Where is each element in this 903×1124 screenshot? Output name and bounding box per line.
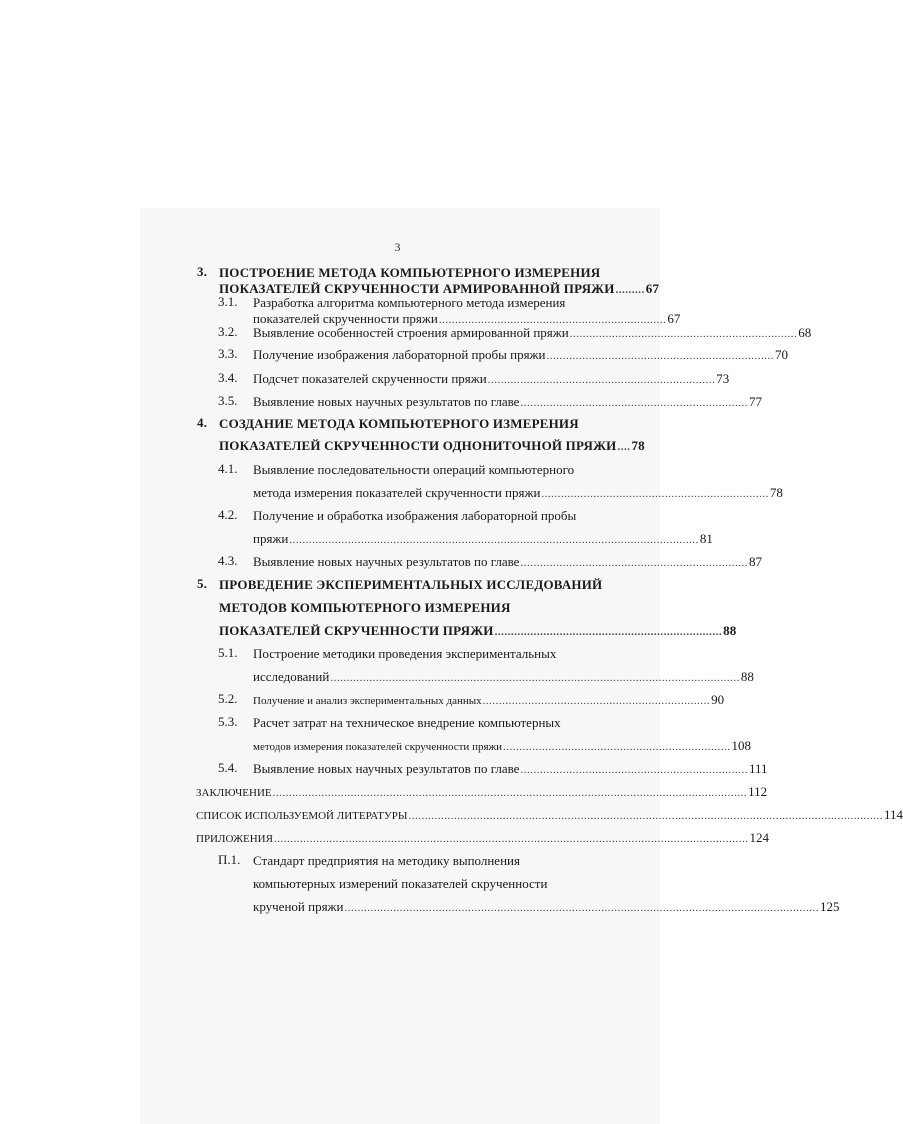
section-number: 3.2.	[218, 324, 238, 339]
section-number: 5.1.	[218, 645, 238, 660]
appendix-title-line: компьютерных измерений показателей скрученности	[253, 876, 548, 891]
section-title-line: Получение и обработка изображения лабораторной пробы	[253, 508, 577, 523]
page-number: 3	[394, 240, 401, 254]
page-ref: 111	[748, 761, 768, 776]
section-title-line: метода измерения показателей скрученности пряжи ...................................................................... 78	[253, 485, 783, 500]
section-title-line: Выявление последовательности операций компьютерного	[253, 462, 575, 477]
chapter-title-line: ПРОВЕДЕНИЕ ЭКСПЕРИМЕНТАЛЬНЫХ ИССЛЕДОВАНИЙ	[219, 577, 603, 592]
chapter-number: 3.	[197, 264, 208, 279]
back-matter-appendices: ПРИЛОЖЕНИЯ .................................................................................................................................................. 124	[196, 830, 769, 845]
chapter-title-line: ПОКАЗАТЕЛЕЙ СКРУЧЕННОСТИ АРМИРОВАННОЙ ПРЯЖИ ......... 67	[219, 281, 660, 296]
appendix-number: П.1.	[218, 852, 241, 867]
chapter-title-line: ПОСТРОЕНИЕ МЕТОДА КОМПЬЮТЕРНОГО ИЗМЕРЕНИЯ	[219, 265, 601, 280]
page-ref: 125	[820, 899, 840, 914]
section-title-line: Выявление новых научных результатов по главе ...................................................................... 77	[253, 394, 762, 409]
chapter-number: 4.	[197, 415, 208, 430]
back-matter-bibliography: СПИСОК ИСПОЛЬЗУЕМОЙ ЛИТЕРАТУРЫ .................................................................................................................................................. 114	[196, 807, 903, 822]
appendix-title-line: крученой пряжи .................................................................................................................................................. 125	[253, 899, 840, 914]
section-number: 3.3.	[218, 346, 238, 361]
section-number: 4.2.	[218, 507, 238, 522]
section-number: 4.3.	[218, 553, 238, 568]
page-ref: 87	[748, 554, 762, 569]
section-number: 3.4.	[218, 370, 238, 385]
section-title-line: показателей скрученности пряжи ...................................................................... 67	[253, 311, 681, 326]
section-number: 5.4.	[218, 760, 238, 775]
page-ref: 77	[748, 394, 762, 409]
page-ref: 73	[716, 371, 730, 386]
section-title-line: Получение и анализ экспериментальных данных ...................................................................... 90	[253, 692, 725, 707]
page-ref: 114	[883, 807, 903, 822]
page-ref: 68	[798, 325, 812, 340]
section-title-line: Расчет затрат на техническое внедрение компьютерных	[253, 715, 561, 730]
page-ref: 88	[740, 669, 754, 684]
page-ref: 108	[731, 738, 752, 753]
section-title-line: методов измерения показателей скрученности пряжи ...................................................................... 108	[253, 738, 752, 753]
section-title-line: Выявление новых научных результатов по главе ...................................................................... 87	[253, 554, 762, 569]
section-number: 5.3.	[218, 714, 238, 729]
back-matter-conclusion: ЗАКЛЮЧЕНИЕ .................................................................................................................................................. 112	[196, 784, 768, 799]
page-ref: 124	[749, 830, 769, 845]
section-title-line: пряжи .............................................................................................................................. 81	[253, 531, 713, 546]
section-title-line: Построение методики проведения экспериментальных	[253, 646, 557, 661]
section-number: 4.1.	[218, 461, 238, 476]
section-number: 3.1.	[218, 294, 238, 309]
section-title-line: Выявление особенностей строения армированной пряжи ...................................................................... 68	[253, 325, 812, 340]
chapter-title-line: СОЗДАНИЕ МЕТОДА КОМПЬЮТЕРНОГО ИЗМЕРЕНИЯ	[219, 416, 579, 431]
page-ref: 67	[667, 311, 681, 326]
page-ref: 78	[769, 485, 783, 500]
section-title-line: исследований .............................................................................................................................. 88	[253, 669, 754, 684]
chapter-title-line: ПОКАЗАТЕЛЕЙ СКРУЧЕННОСТИ ПРЯЖИ ...................................................................... 88	[219, 623, 737, 638]
section-title-line: Получение изображения лабораторной пробы пряжи ...................................................................... 70	[253, 347, 788, 362]
appendix-title-line: Стандарт предприятия на методику выполнения	[253, 853, 520, 868]
page-ref: 67	[645, 281, 660, 296]
page-ref: 88	[723, 623, 737, 638]
page-ref: 81	[699, 531, 713, 546]
section-title-line: Разработка алгоритма компьютерного метода измерения	[253, 295, 566, 310]
chapter-title-line: ПОКАЗАТЕЛЕЙ СКРУЧЕННОСТИ ОДНОНИТОЧНОЙ ПРЯЖИ .... 78	[219, 438, 645, 453]
chapter-title-line: МЕТОДОВ КОМПЬЮТЕРНОГО ИЗМЕРЕНИЯ	[219, 600, 511, 615]
page-ref: 70	[774, 347, 788, 362]
page-ref: 90	[711, 692, 725, 707]
chapter-number: 5.	[197, 576, 208, 591]
section-title-line: Подсчет показателей скрученности пряжи ...................................................................... 73	[253, 371, 730, 386]
page-ref: 78	[631, 438, 645, 453]
page-ref: 112	[748, 784, 768, 799]
section-number: 5.2.	[218, 691, 238, 706]
section-title-line: Выявление новых научных результатов по главе ...................................................................... 111	[253, 761, 768, 776]
section-number: 3.5.	[218, 393, 238, 408]
